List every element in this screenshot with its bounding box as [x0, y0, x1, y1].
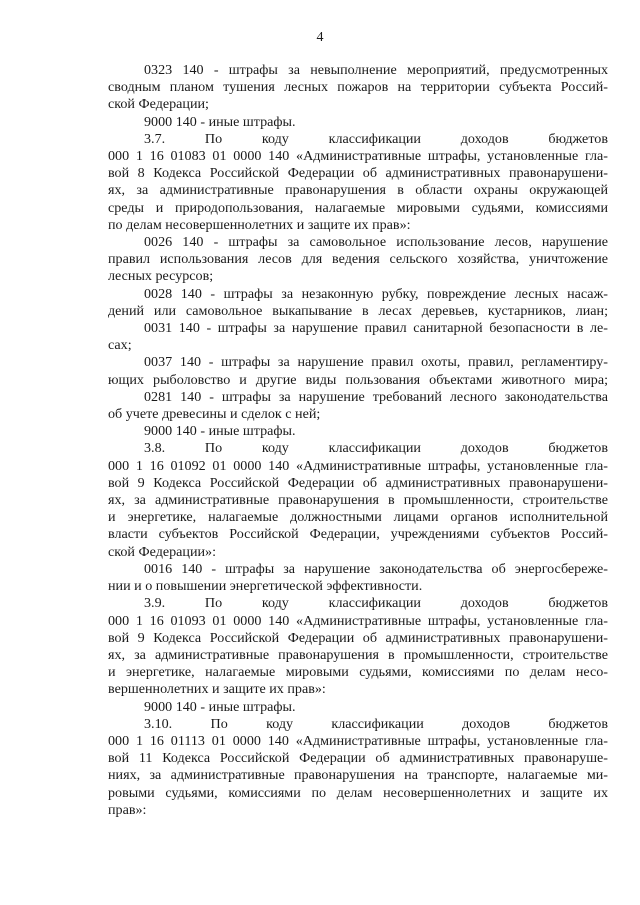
- text-line: 0028 140 - штрафы за незаконную рубку, повреждение лесных насаж-: [144, 285, 608, 302]
- text-line: вершеннолетних и защите их прав»:: [108, 681, 326, 698]
- text-line: и энергетике, налагаемые должностными лицами органов исполнительной: [108, 509, 608, 526]
- text-line: 9000 140 - иные штрафы.: [144, 698, 296, 715]
- text-line: власти субъектов Российской Федерации, учреждениями субъектов Россий-: [108, 526, 608, 543]
- text-line: 3.8. По коду классификации доходов бюджетов: [144, 440, 608, 457]
- text-line: 9000 140 - иные штрафы.: [144, 423, 296, 440]
- text-line: 9000 140 - иные штрафы.: [144, 113, 296, 130]
- text-line: нии и о повышении энергетической эффективности.: [108, 578, 423, 595]
- text-line: ровыми судьями, комиссиями по делам несовершеннолетних и защите их: [108, 784, 608, 801]
- text-line: правил использования лесов для ведения сельского хозяйства, уничтожение: [108, 251, 608, 268]
- text-line: вой 11 Кодекса Российской Федерации об административных правонаруше-: [108, 750, 608, 767]
- document-body: [108, 62, 608, 819]
- page-number: 4: [316, 30, 324, 45]
- text-line: сводным планом тушения лесных пожаров на территории субъекта Россий-: [108, 79, 608, 96]
- text-line: прав»:: [108, 801, 147, 818]
- text-line: вой 9 Кодекса Российской Федерации об административных правонарушени-: [108, 474, 608, 491]
- text-line: ниях, за административные правонарушения на транспорте, налагаемые ми-: [108, 767, 608, 784]
- text-line: ях, за административные правонарушения в промышленности, строительстве: [108, 646, 608, 663]
- text-line: 3.7. По коду классификации доходов бюджетов: [144, 130, 608, 147]
- text-line: среды и природопользования, налагаемые мировыми судьями, комиссиями: [108, 199, 608, 216]
- text-line: 0031 140 - штрафы за нарушение правил санитарной безопасности в ле-: [144, 320, 608, 337]
- text-line: 000 1 16 01093 01 0000 140 «Административные штрафы, установленные гла-: [108, 612, 608, 629]
- text-line: 0026 140 - штрафы за самовольное использование лесов, нарушение: [144, 234, 608, 251]
- text-line: ющих рыболовство и другие виды пользования объектами животного мира;: [108, 371, 608, 388]
- text-line: 3.10. По коду классификации доходов бюджетов: [144, 715, 608, 732]
- text-line: 000 1 16 01083 01 0000 140 «Административные штрафы, установленные гла-: [108, 148, 608, 165]
- text-line: сах;: [108, 337, 132, 354]
- text-line: по делам несовершеннолетних и защите их прав»:: [108, 216, 411, 233]
- text-line: и энергетике, налагаемые мировыми судьями, комиссиями по делам несо-: [108, 664, 608, 681]
- text-line: лесных ресурсов;: [108, 268, 214, 285]
- text-line: 000 1 16 01092 01 0000 140 «Административные штрафы, установленные гла-: [108, 457, 608, 474]
- text-line: ях, за административные правонарушения в области охраны окружающей: [108, 182, 608, 199]
- text-line: ской Федерации;: [108, 96, 209, 113]
- text-line: 000 1 16 01113 01 0000 140 «Административные штрафы, установленные гла-: [108, 732, 608, 749]
- text-line: 0281 140 - штрафы за нарушение требований лесного законодательства: [144, 388, 608, 405]
- text-line: вой 9 Кодекса Российской Федерации об административных правонарушени-: [108, 629, 608, 646]
- text-line: 0037 140 - штрафы за нарушение правил охоты, правил, регламентиру-: [144, 354, 608, 371]
- text-line: об учете древесины и сделок с ней;: [108, 406, 321, 423]
- text-line: вой 8 Кодекса Российской Федерации об административных правонарушени-: [108, 165, 608, 182]
- text-line: 0016 140 - штрафы за нарушение законодательства об энергосбереже-: [144, 560, 608, 577]
- text-line: ской Федерации»:: [108, 543, 217, 560]
- text-line: дений или самовольное выкапывание в лесах деревьев, кустарников, лиан;: [108, 302, 608, 319]
- text-line: 3.9. По коду классификации доходов бюджетов: [144, 595, 608, 612]
- text-line: ях, за административные правонарушения в промышленности, строительстве: [108, 492, 608, 509]
- text-line: 0323 140 - штрафы за невыполнение мероприятий, предусмотренных: [144, 62, 608, 78]
